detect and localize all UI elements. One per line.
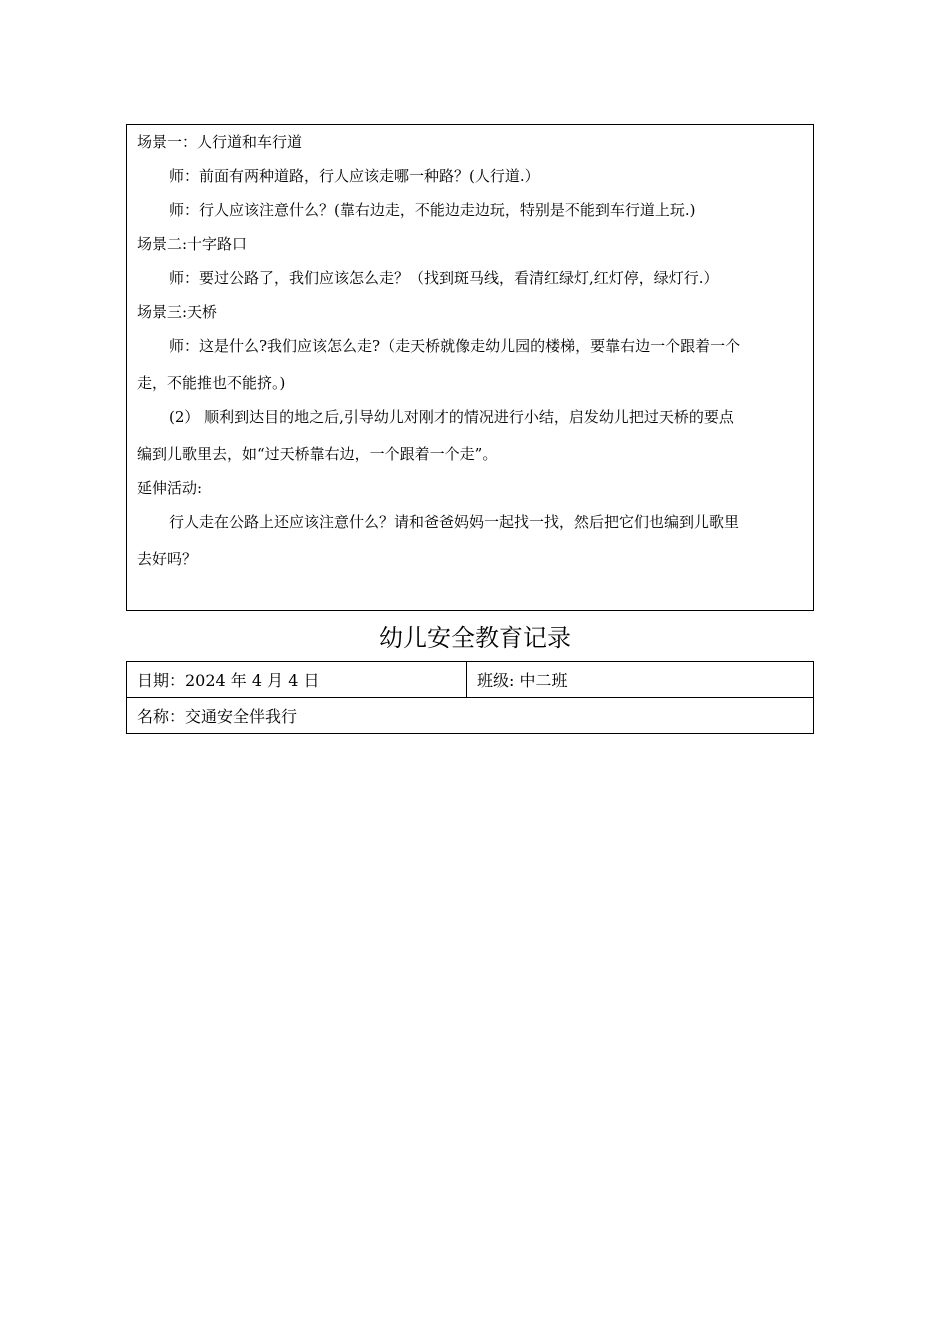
lesson-paragraph: 行人走在公路上还应该注意什么？请和爸爸妈妈一起找一找，然后把它们也编到儿歌里 <box>169 513 740 531</box>
lesson-paragraph: 师：要过公路了，我们应该怎么走？（找到斑马线，看清红绿灯,红灯停，绿灯行.） <box>169 269 719 287</box>
lesson-paragraph: 师：前面有两种道路，行人应该走哪一种路？(人行道.） <box>169 167 540 185</box>
lesson-paragraph: 延伸活动: <box>137 479 203 497</box>
lesson-paragraph: 场景三:天桥 <box>137 303 218 321</box>
table-row <box>127 698 814 734</box>
lesson-paragraph: 去好吗？ <box>137 550 198 568</box>
table-row <box>127 662 814 698</box>
lesson-paragraph: 场景一：人行道和车行道 <box>137 133 303 151</box>
record-title: 幼儿安全教育记录 <box>379 624 571 652</box>
lesson-paragraph: (2） 顺利到达目的地之后,引导幼儿对刚才的情况进行小结，启发幼儿把过天桥的要点 <box>169 408 734 426</box>
lesson-paragraph: 走，不能推也不能挤。) <box>137 374 286 392</box>
lesson-paragraph: 场景二:十字路口 <box>137 235 248 253</box>
lesson-paragraph: 师：这是什么?我们应该怎么走?（走天桥就像走幼儿园的楼梯，要靠右边一个跟着一个 <box>169 337 741 355</box>
activity-name-cell: 名称：交通安全伴我行 <box>127 698 814 734</box>
lesson-paragraph: 师：行人应该注意什么？(靠右边走，不能边走边玩，特别是不能到车行道上玩.) <box>169 201 696 219</box>
class-cell: 班级: 中二班 <box>467 662 814 698</box>
record-info-table <box>126 661 814 734</box>
lesson-paragraph: 编到儿歌里去，如“过天桥靠右边，一个跟着一个走”。 <box>137 445 498 463</box>
lesson-content-box <box>126 124 814 611</box>
date-cell: 日期：2024 年 4 月 4 日 <box>127 662 467 698</box>
